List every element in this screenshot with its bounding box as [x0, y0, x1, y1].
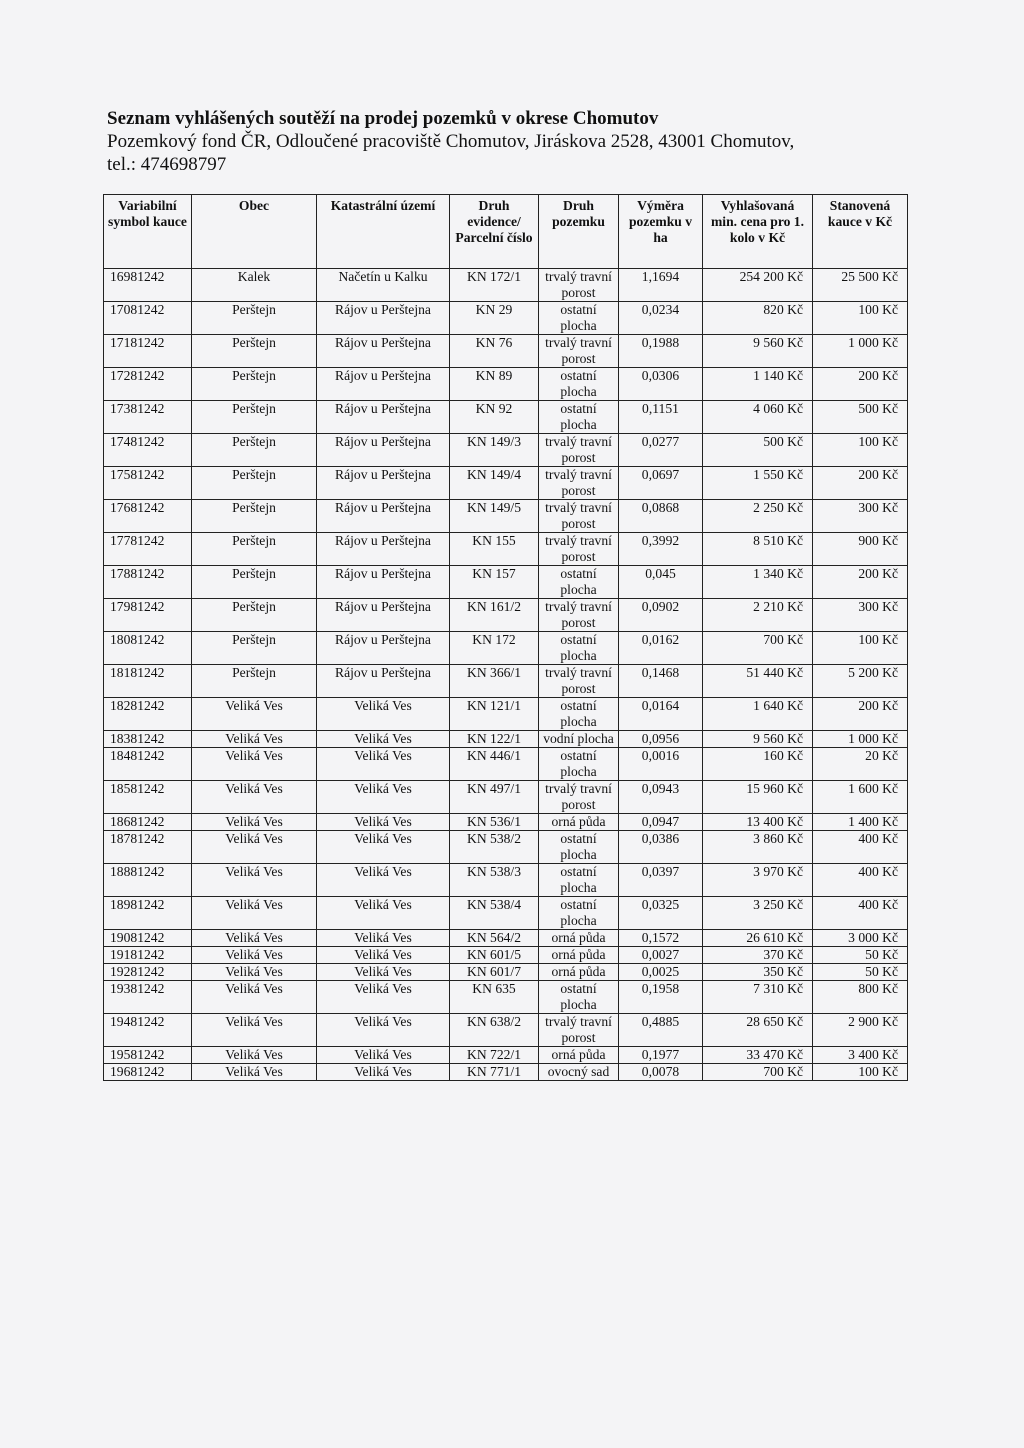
area-cell: 0,045: [619, 566, 703, 599]
table-header-row: [104, 195, 908, 269]
table-row: [104, 401, 908, 434]
min-price-cell: 4 060 Kč: [703, 401, 813, 434]
area-cell: 0,0386: [619, 831, 703, 864]
min-price-cell: 1 140 Kč: [703, 368, 813, 401]
table-row: [104, 467, 908, 500]
municipality-cell: Veliká Ves: [192, 748, 317, 781]
deposit-cell: 3 400 Kč: [813, 1047, 908, 1064]
area-cell: 0,0947: [619, 814, 703, 831]
parcel-number-cell: KN 29: [450, 302, 539, 335]
area-cell: 0,1468: [619, 665, 703, 698]
parcel-number-cell: KN 89: [450, 368, 539, 401]
min-price-cell: 350 Kč: [703, 964, 813, 981]
parcel-number-cell: KN 122/1: [450, 731, 539, 748]
municipality-cell: Veliká Ves: [192, 897, 317, 930]
deposit-cell: 1 600 Kč: [813, 781, 908, 814]
deposit-cell: 900 Kč: [813, 533, 908, 566]
deposit-cell: 50 Kč: [813, 964, 908, 981]
document-title: Seznam vyhlášených soutěží na prodej pozemků v okrese Chomutov: [107, 108, 659, 129]
land-type-cell: trvalý travní porost: [539, 665, 619, 698]
table-row: [104, 964, 908, 981]
cadastral-area-cell: Rájov u Perštejna: [317, 599, 450, 632]
land-type-cell: trvalý travní porost: [539, 335, 619, 368]
parcel-number-cell: KN 161/2: [450, 599, 539, 632]
area-cell: 0,1151: [619, 401, 703, 434]
min-price-cell: 9 560 Kč: [703, 731, 813, 748]
deposit-cell: 20 Kč: [813, 748, 908, 781]
parcel-number-cell: KN 538/2: [450, 831, 539, 864]
cadastral-area-cell: Veliká Ves: [317, 1047, 450, 1064]
area-cell: 0,4885: [619, 1014, 703, 1047]
min-price-cell: 26 610 Kč: [703, 930, 813, 947]
parcel-number-cell: KN 497/1: [450, 781, 539, 814]
min-price-cell: 1 550 Kč: [703, 467, 813, 500]
municipality-cell: Veliká Ves: [192, 930, 317, 947]
land-type-cell: ostatní plocha: [539, 831, 619, 864]
min-price-cell: 254 200 Kč: [703, 269, 813, 302]
cadastral-area-cell: Veliká Ves: [317, 981, 450, 1014]
variable-symbol-cell: 19681242: [104, 1064, 192, 1081]
municipality-cell: Veliká Ves: [192, 814, 317, 831]
table-row: [104, 1047, 908, 1064]
land-type-cell: orná půda: [539, 930, 619, 947]
area-cell: 0,0234: [619, 302, 703, 335]
area-cell: 0,1958: [619, 981, 703, 1014]
min-price-cell: 9 560 Kč: [703, 335, 813, 368]
min-price-cell: 820 Kč: [703, 302, 813, 335]
deposit-cell: 800 Kč: [813, 981, 908, 1014]
min-price-cell: 160 Kč: [703, 748, 813, 781]
table-row: [104, 748, 908, 781]
parcel-number-cell: KN 149/4: [450, 467, 539, 500]
deposit-cell: 100 Kč: [813, 632, 908, 665]
min-price-cell: 700 Kč: [703, 632, 813, 665]
table-row: [104, 1064, 908, 1081]
office-phone: tel.: 474698797: [107, 154, 227, 175]
deposit-cell: 25 500 Kč: [813, 269, 908, 302]
cadastral-area-cell: Rájov u Perštejna: [317, 632, 450, 665]
variable-symbol-cell: 18681242: [104, 814, 192, 831]
cadastral-area-cell: Rájov u Perštejna: [317, 467, 450, 500]
table-row: [104, 1014, 908, 1047]
municipality-cell: Perštejn: [192, 500, 317, 533]
deposit-cell: 400 Kč: [813, 864, 908, 897]
area-cell: 0,0943: [619, 781, 703, 814]
municipality-cell: Perštejn: [192, 302, 317, 335]
land-type-cell: trvalý travní porost: [539, 599, 619, 632]
table-row: [104, 665, 908, 698]
parcel-number-cell: KN 538/3: [450, 864, 539, 897]
min-price-cell: 1 640 Kč: [703, 698, 813, 731]
land-type-cell: orná půda: [539, 1047, 619, 1064]
municipality-cell: Perštejn: [192, 632, 317, 665]
table-row: [104, 698, 908, 731]
cadastral-area-cell: Rájov u Perštejna: [317, 500, 450, 533]
parcel-number-cell: KN 564/2: [450, 930, 539, 947]
land-type-cell: ostatní plocha: [539, 698, 619, 731]
parcel-number-cell: KN 172: [450, 632, 539, 665]
area-cell: 0,0697: [619, 467, 703, 500]
land-type-cell: trvalý travní porost: [539, 533, 619, 566]
area-cell: 0,0397: [619, 864, 703, 897]
deposit-cell: 200 Kč: [813, 566, 908, 599]
parcel-number-cell: KN 92: [450, 401, 539, 434]
variable-symbol-cell: 18081242: [104, 632, 192, 665]
variable-symbol-cell: 16981242: [104, 269, 192, 302]
area-cell: 0,0016: [619, 748, 703, 781]
land-sale-table: [103, 194, 908, 1081]
table-row: [104, 947, 908, 964]
deposit-cell: 50 Kč: [813, 947, 908, 964]
deposit-cell: 100 Kč: [813, 302, 908, 335]
deposit-cell: 200 Kč: [813, 698, 908, 731]
municipality-cell: Veliká Ves: [192, 864, 317, 897]
cadastral-area-cell: Veliká Ves: [317, 781, 450, 814]
table-row: [104, 302, 908, 335]
variable-symbol-cell: 17381242: [104, 401, 192, 434]
area-cell: 0,0306: [619, 368, 703, 401]
deposit-cell: 100 Kč: [813, 1064, 908, 1081]
parcel-number-cell: KN 149/5: [450, 500, 539, 533]
variable-symbol-cell: 18481242: [104, 748, 192, 781]
variable-symbol-cell: 17781242: [104, 533, 192, 566]
variable-symbol-cell: 17681242: [104, 500, 192, 533]
table-row: [104, 566, 908, 599]
land-type-cell: vodní plocha: [539, 731, 619, 748]
table-row: [104, 731, 908, 748]
land-type-cell: trvalý travní porost: [539, 467, 619, 500]
land-type-cell: ostatní plocha: [539, 401, 619, 434]
table-row: [104, 930, 908, 947]
table-row: [104, 500, 908, 533]
cadastral-area-cell: Veliká Ves: [317, 964, 450, 981]
cadastral-area-cell: Rájov u Perštejna: [317, 533, 450, 566]
parcel-number-cell: KN 446/1: [450, 748, 539, 781]
deposit-cell: 1 000 Kč: [813, 335, 908, 368]
municipality-cell: Veliká Ves: [192, 964, 317, 981]
variable-symbol-cell: 19381242: [104, 981, 192, 1014]
min-price-cell: 2 250 Kč: [703, 500, 813, 533]
area-cell: 0,0325: [619, 897, 703, 930]
variable-symbol-cell: 19181242: [104, 947, 192, 964]
cadastral-area-cell: Veliká Ves: [317, 748, 450, 781]
municipality-cell: Veliká Ves: [192, 698, 317, 731]
variable-symbol-cell: 17981242: [104, 599, 192, 632]
deposit-cell: 400 Kč: [813, 831, 908, 864]
area-cell: 0,3992: [619, 533, 703, 566]
deposit-cell: 300 Kč: [813, 500, 908, 533]
municipality-cell: Veliká Ves: [192, 1014, 317, 1047]
office-address: Pozemkový fond ČR, Odloučené pracoviště Chomutov, Jiráskova 2528, 43001 Chomutov,: [107, 131, 795, 152]
table-row: [104, 599, 908, 632]
variable-symbol-cell: 17181242: [104, 335, 192, 368]
area-cell: 0,0868: [619, 500, 703, 533]
municipality-cell: Perštejn: [192, 599, 317, 632]
variable-symbol-cell: 19281242: [104, 964, 192, 981]
land-type-cell: ovocný sad: [539, 1064, 619, 1081]
cadastral-area-cell: Rájov u Perštejna: [317, 434, 450, 467]
parcel-number-cell: KN 771/1: [450, 1064, 539, 1081]
min-price-cell: 13 400 Kč: [703, 814, 813, 831]
variable-symbol-cell: 19581242: [104, 1047, 192, 1064]
table-row: [104, 897, 908, 930]
parcel-number-cell: KN 536/1: [450, 814, 539, 831]
municipality-cell: Veliká Ves: [192, 781, 317, 814]
cadastral-area-cell: Veliká Ves: [317, 947, 450, 964]
municipality-cell: Perštejn: [192, 335, 317, 368]
min-price-cell: 3 250 Kč: [703, 897, 813, 930]
parcel-number-cell: KN 538/4: [450, 897, 539, 930]
column-header-variable-symbol: Variabilní symbol kauce: [104, 195, 192, 269]
variable-symbol-cell: 18281242: [104, 698, 192, 731]
table-row: [104, 368, 908, 401]
deposit-cell: 5 200 Kč: [813, 665, 908, 698]
table-body: [104, 269, 908, 1081]
min-price-cell: 15 960 Kč: [703, 781, 813, 814]
cadastral-area-cell: Veliká Ves: [317, 1014, 450, 1047]
land-type-cell: trvalý travní porost: [539, 434, 619, 467]
table-row: [104, 269, 908, 302]
table-row: [104, 864, 908, 897]
land-type-cell: ostatní plocha: [539, 302, 619, 335]
municipality-cell: Perštejn: [192, 467, 317, 500]
table-row: [104, 335, 908, 368]
parcel-number-cell: KN 601/7: [450, 964, 539, 981]
document-header: [107, 108, 907, 176]
area-cell: 0,0078: [619, 1064, 703, 1081]
area-cell: 0,1572: [619, 930, 703, 947]
deposit-cell: 300 Kč: [813, 599, 908, 632]
parcel-number-cell: KN 172/1: [450, 269, 539, 302]
table-row: [104, 814, 908, 831]
table-row: [104, 434, 908, 467]
min-price-cell: 2 210 Kč: [703, 599, 813, 632]
land-type-cell: orná půda: [539, 964, 619, 981]
cadastral-area-cell: Veliká Ves: [317, 897, 450, 930]
municipality-cell: Veliká Ves: [192, 1064, 317, 1081]
municipality-cell: Veliká Ves: [192, 981, 317, 1014]
parcel-number-cell: KN 157: [450, 566, 539, 599]
land-type-cell: trvalý travní porost: [539, 269, 619, 302]
column-header-municipality: Obec: [192, 195, 317, 269]
variable-symbol-cell: 18381242: [104, 731, 192, 748]
parcel-number-cell: KN 722/1: [450, 1047, 539, 1064]
municipality-cell: Veliká Ves: [192, 1047, 317, 1064]
cadastral-area-cell: Veliká Ves: [317, 864, 450, 897]
variable-symbol-cell: 19081242: [104, 930, 192, 947]
variable-symbol-cell: 17881242: [104, 566, 192, 599]
min-price-cell: 3 860 Kč: [703, 831, 813, 864]
min-price-cell: 500 Kč: [703, 434, 813, 467]
municipality-cell: Perštejn: [192, 566, 317, 599]
cadastral-area-cell: Rájov u Perštejna: [317, 566, 450, 599]
cadastral-area-cell: Rájov u Perštejna: [317, 368, 450, 401]
land-type-cell: orná půda: [539, 947, 619, 964]
area-cell: 0,0164: [619, 698, 703, 731]
min-price-cell: 3 970 Kč: [703, 864, 813, 897]
table-row: [104, 831, 908, 864]
table-row: [104, 632, 908, 665]
land-type-cell: trvalý travní porost: [539, 500, 619, 533]
municipality-cell: Perštejn: [192, 368, 317, 401]
municipality-cell: Veliká Ves: [192, 731, 317, 748]
min-price-cell: 1 340 Kč: [703, 566, 813, 599]
cadastral-area-cell: Načetín u Kalku: [317, 269, 450, 302]
deposit-cell: 100 Kč: [813, 434, 908, 467]
min-price-cell: 7 310 Kč: [703, 981, 813, 1014]
deposit-cell: 3 000 Kč: [813, 930, 908, 947]
municipality-cell: Perštejn: [192, 665, 317, 698]
parcel-number-cell: KN 149/3: [450, 434, 539, 467]
cadastral-area-cell: Rájov u Perštejna: [317, 335, 450, 368]
land-type-cell: ostatní plocha: [539, 632, 619, 665]
parcel-number-cell: KN 121/1: [450, 698, 539, 731]
variable-symbol-cell: 18781242: [104, 831, 192, 864]
column-header-parcel-number: Druh evidence/ Parcelní číslo: [450, 195, 539, 269]
variable-symbol-cell: 18181242: [104, 665, 192, 698]
deposit-cell: 1 400 Kč: [813, 814, 908, 831]
area-cell: 0,1977: [619, 1047, 703, 1064]
min-price-cell: 28 650 Kč: [703, 1014, 813, 1047]
cadastral-area-cell: Rájov u Perštejna: [317, 401, 450, 434]
land-type-cell: ostatní plocha: [539, 864, 619, 897]
municipality-cell: Perštejn: [192, 533, 317, 566]
variable-symbol-cell: 19481242: [104, 1014, 192, 1047]
cadastral-area-cell: Veliká Ves: [317, 814, 450, 831]
deposit-cell: 2 900 Kč: [813, 1014, 908, 1047]
land-type-cell: ostatní plocha: [539, 897, 619, 930]
land-type-cell: trvalý travní porost: [539, 1014, 619, 1047]
cadastral-area-cell: Veliká Ves: [317, 831, 450, 864]
min-price-cell: 51 440 Kč: [703, 665, 813, 698]
parcel-number-cell: KN 601/5: [450, 947, 539, 964]
variable-symbol-cell: 17581242: [104, 467, 192, 500]
area-cell: 0,0027: [619, 947, 703, 964]
area-cell: 0,1988: [619, 335, 703, 368]
area-cell: 0,0902: [619, 599, 703, 632]
column-header-cadastral-area: Katastrální území: [317, 195, 450, 269]
land-type-cell: trvalý travní porost: [539, 781, 619, 814]
area-cell: 0,0277: [619, 434, 703, 467]
area-cell: 1,1694: [619, 269, 703, 302]
cadastral-area-cell: Rájov u Perštejna: [317, 665, 450, 698]
variable-symbol-cell: 17081242: [104, 302, 192, 335]
variable-symbol-cell: 18981242: [104, 897, 192, 930]
municipality-cell: Perštejn: [192, 434, 317, 467]
land-type-cell: ostatní plocha: [539, 566, 619, 599]
area-cell: 0,0025: [619, 964, 703, 981]
municipality-cell: Perštejn: [192, 401, 317, 434]
land-type-cell: orná půda: [539, 814, 619, 831]
min-price-cell: 700 Kč: [703, 1064, 813, 1081]
min-price-cell: 370 Kč: [703, 947, 813, 964]
parcel-number-cell: KN 635: [450, 981, 539, 1014]
variable-symbol-cell: 18581242: [104, 781, 192, 814]
deposit-cell: 1 000 Kč: [813, 731, 908, 748]
cadastral-area-cell: Veliká Ves: [317, 698, 450, 731]
land-type-cell: ostatní plocha: [539, 368, 619, 401]
cadastral-area-cell: Rájov u Perštejna: [317, 302, 450, 335]
land-type-cell: ostatní plocha: [539, 748, 619, 781]
land-type-cell: ostatní plocha: [539, 981, 619, 1014]
deposit-cell: 500 Kč: [813, 401, 908, 434]
table-row: [104, 981, 908, 1014]
column-header-deposit: Stanovená kauce v Kč: [813, 195, 908, 269]
cadastral-area-cell: Veliká Ves: [317, 1064, 450, 1081]
table-row: [104, 781, 908, 814]
table-row: [104, 533, 908, 566]
deposit-cell: 200 Kč: [813, 467, 908, 500]
municipality-cell: Kalek: [192, 269, 317, 302]
municipality-cell: Veliká Ves: [192, 831, 317, 864]
min-price-cell: 8 510 Kč: [703, 533, 813, 566]
parcel-number-cell: KN 155: [450, 533, 539, 566]
area-cell: 0,0956: [619, 731, 703, 748]
parcel-number-cell: KN 76: [450, 335, 539, 368]
municipality-cell: Veliká Ves: [192, 947, 317, 964]
variable-symbol-cell: 18881242: [104, 864, 192, 897]
parcel-number-cell: KN 638/2: [450, 1014, 539, 1047]
deposit-cell: 400 Kč: [813, 897, 908, 930]
column-header-land-type: Druh pozemku: [539, 195, 619, 269]
deposit-cell: 200 Kč: [813, 368, 908, 401]
cadastral-area-cell: Veliká Ves: [317, 930, 450, 947]
cadastral-area-cell: Veliká Ves: [317, 731, 450, 748]
area-cell: 0,0162: [619, 632, 703, 665]
variable-symbol-cell: 17481242: [104, 434, 192, 467]
column-header-min-price: Vyhlašovaná min. cena pro 1. kolo v Kč: [703, 195, 813, 269]
parcel-number-cell: KN 366/1: [450, 665, 539, 698]
column-header-area: Výměra pozemku v ha: [619, 195, 703, 269]
min-price-cell: 33 470 Kč: [703, 1047, 813, 1064]
variable-symbol-cell: 17281242: [104, 368, 192, 401]
